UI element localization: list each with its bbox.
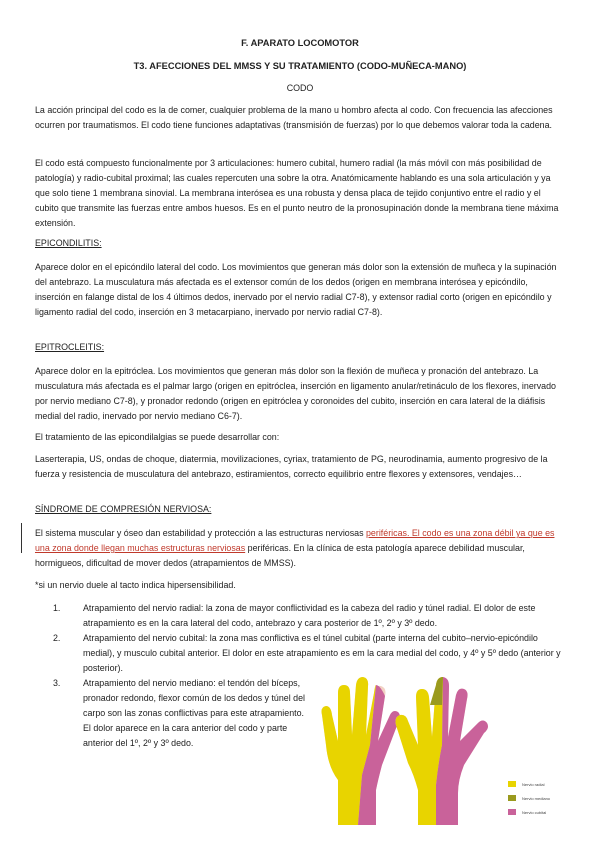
compresion-text-highlight[interactable]: periféricas. El codo es una zona débil ya que es una zona donde llegan muchas estructuras nerviosas (35, 528, 555, 553)
right-hand (396, 677, 489, 825)
left-hand (322, 677, 401, 825)
compresion-text-start: El sistema muscular y óseo dan estabilidad y protección a las estructuras nerviosas (35, 528, 366, 538)
epitrocleitis-heading: EPITROCLEITIS: (35, 342, 105, 352)
list-item-text: Atrapamiento del nervio cubital: la zona mas conflictiva es el túnel cubital (parte interna del cubito–nervio-epicóndilo medial), y musculo cubital anterior. El dolor en este atrapamiento es em la cara medial del codo, y 4º y 5º dedo (anterior y posterior). (83, 633, 561, 673)
list-item-number: 1. (53, 603, 61, 613)
topic-title: T3. AFECCIONES DEL MMSS Y SU TRATAMIENTO (CODO-MUÑECA-MANO) (133, 61, 467, 71)
compresion-note: *si un nervio duele al tacto indica hipersensibilidad. (35, 580, 236, 590)
epicondilitis-text: Aparece dolor en el epicóndilo lateral del codo. Los movimientos que generan más dolor son la extensión de muñeca y la supinación del antebrazo. La musculatura más afectada es el extensor común de los dedos (origen en membrana interósea y epicóndilo, inserción en falange distal de los 4 últimos dedos, inervado por el nervio radial C7-8), y extensor radial corto (origen en epicóndilo y ligamento radial del codo, inserción en 3 metacarpiano, inervado por nervio radial C7-8). (35, 262, 557, 317)
list-item-text: Atrapamiento del nervio mediano: el tendón del bíceps, pronador redondo, flexor común de los dedos y túnel del carpo son las zonas conflictivas para este atrapamiento. El dolor aparece en la cara anterior del codo y parte anterior del 1º, 2º y 3º dedo. (83, 678, 306, 748)
intro-paragraph-1: La acción principal del codo es la de comer, cualquier problema de la mano u hombro afecta al codo. Con frecuencia las afecciones ocurren por traumatismos. El codo tiene funciones adaptativas (transmisión de fuerzas) por lo que debemos valorar toda la cadena. (35, 105, 553, 130)
legend-swatch-mediano (508, 795, 516, 801)
section-title: F. APARATO LOCOMOTOR (241, 38, 359, 48)
subtopic-title: CODO (286, 83, 314, 93)
revision-bar (21, 523, 22, 553)
treatment-text: Laserterapia, US, ondas de choque, diatermia, movilizaciones, cyriax, tratamiento de PG, neurodinamia, aumento progresivo de la fuerza y resistencia de musculatura del antebrazo, estiramientos, correcto equilibrio entre flexores y extensores, vendajes… (35, 454, 548, 479)
right-hand-mediano-zone (430, 677, 443, 705)
legend-label-cubital: Nervio cubital (522, 810, 547, 815)
treatment-intro: El tratamiento de las epicondilalgias se puede desarrollar con: (35, 432, 280, 442)
list-item-number: 2. (53, 633, 61, 643)
compresion-text-end: periféricas. En la clínica de esta patología aparece debilidad muscular, hormigueos, dificultad de mover dedos (atrapamientos de MMSS). (35, 543, 525, 568)
compresion-text (35, 526, 565, 571)
epitrocleitis-text: Aparece dolor en la epitróclea. Los movimientos que generan más dolor son la flexión de muñeca y pronación del antebrazo. La musculatura más afectada es el palmar largo (origen en epitróclea, inserción en ligamento anular/retináculo de los flexores, inervado por nervio mediano C7-8), y pronador redondo (origen en epitróclea y coronoides del cubito, inserción en cara lateral de la diáfisis medial del radio, inervado por nervio mediano C6-7). (35, 366, 556, 421)
compresion-heading: SÍNDROME DE COMPRESIÓN NERVIOSA: (35, 504, 212, 514)
list-item-text: Atrapamiento del nervio radial: la zona de mayor conflictividad es la cabeza del radio y túnel radial. El dolor de este atrapamiento es en la cara lateral del codo, antebrazo y cara posterior de 1º, 2º y 3º dedo. (83, 603, 536, 628)
legend-label-radial: Nervio radial (522, 782, 545, 787)
figure-legend (508, 781, 551, 815)
hand-innervation-figure (318, 675, 573, 827)
legend-swatch-cubital (508, 809, 516, 815)
list-item-number: 3. (53, 678, 61, 688)
intro-paragraph-2: El codo está compuesto funcionalmente por 3 articulaciones: humero cubital, humero radial (la más móvil con más posibilidad de patología) y radio-cubital proximal; las cuales repercuten una sobre la otra. Anatómicamente hablando es una sola articulación y ya que solo tiene 1 membrana sinovial. La membrana interósea es una robusta y densa placa de tejido conjuntivo entre el radio y el cubito que transmite las fuerzas entre ambos huesos. Es en el punto neutro de la pronosupinación donde la membrana tiene máxima extensión. (35, 158, 559, 228)
right-hand-cubital-zone (436, 677, 488, 825)
epicondilitis-heading: EPICONDILITIS: (35, 238, 102, 248)
legend-swatch-radial (508, 781, 516, 787)
legend-label-mediano: Nervio mediano (522, 796, 551, 801)
